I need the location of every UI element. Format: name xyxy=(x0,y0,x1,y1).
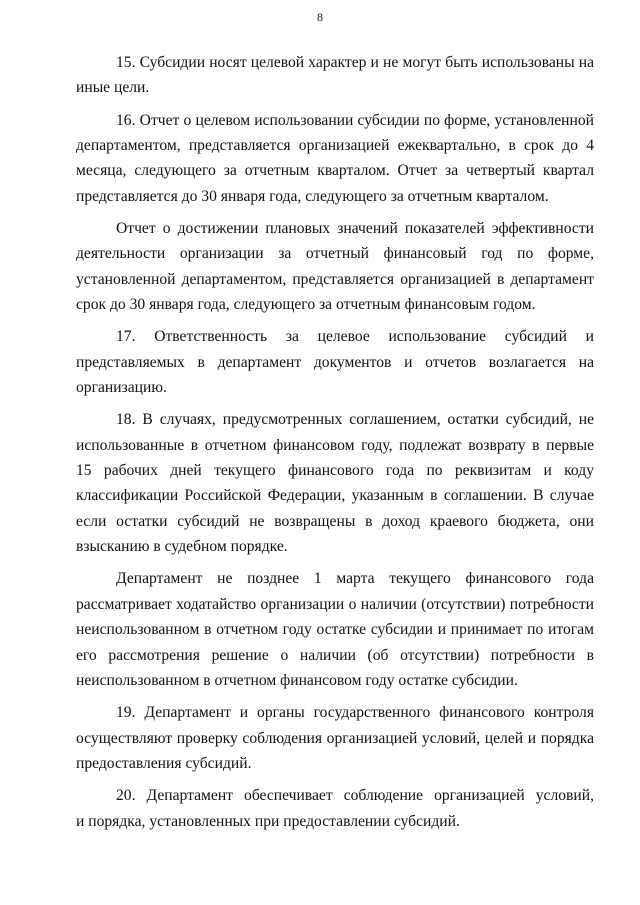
paragraph-18 xyxy=(76,407,594,559)
text-line: представляется до 30 января года, следующего за отчетным кварталом. xyxy=(76,187,549,205)
text-line: его рассмотрения решение о наличии (об отсутствии) потребности в xyxy=(76,646,594,664)
paragraph-16-report xyxy=(76,216,594,318)
text-line: 18. В случаях, предусмотренных соглашением, остатки субсидий, не xyxy=(116,411,594,429)
text-line: использованные в отчетном финансовом году, подлежат возврату в первые xyxy=(76,436,594,454)
text-line: иные цели. xyxy=(76,79,150,97)
text-line: предоставления субсидий. xyxy=(76,754,252,772)
text-line: и порядка, установленных при предоставлении субсидий. xyxy=(76,812,460,830)
text-line: 15 рабочих дней текущего финансового года по реквизитам и коду xyxy=(76,462,594,480)
text-line: рассматривает ходатайство организации о наличии (отсутствии) потребности xyxy=(76,595,594,613)
text-line: срок до 30 января года, следующего за отчетным финансовым годом. xyxy=(76,296,536,314)
page-number: 8 xyxy=(317,10,323,24)
text-line: неиспользованном в отчетном году остатке субсидии и принимает по итогам xyxy=(76,621,594,639)
text-line: осуществляют проверку соблюдения организацией условий, целей и порядка xyxy=(76,729,594,747)
text-line: месяца, следующего за отчетным кварталом. Отчет за четвертый квартал xyxy=(76,162,594,180)
text-line: Департамент не позднее 1 марта текущего финансового года xyxy=(116,570,594,588)
text-line: организацию. xyxy=(76,379,167,397)
paragraph-16 xyxy=(76,108,594,210)
text-line: деятельности организации за отчетный финансовый год по форме, xyxy=(76,245,594,263)
text-line: Отчет о достижении плановых значений показателей эффективности xyxy=(116,219,594,237)
text-line: 15. Субсидии носят целевой характер и не могут быть использованы на xyxy=(116,54,594,71)
text-line: 19. Департамент и органы государственного финансового контроля xyxy=(116,704,594,722)
paragraph-18-department xyxy=(76,566,594,693)
text-line: если остатки субсидий не возвращены в доход краевого бюджета, они xyxy=(76,512,594,530)
text-line: представляемых в департамент документов и отчетов возлагается на xyxy=(76,353,594,371)
text-line: 16. Отчет о целевом использовании субсидии по форме, установленной xyxy=(116,111,594,129)
text-line: неиспользованном в отчетном финансовом году остатке субсидии. xyxy=(76,671,518,689)
text-line: взысканию в судебном порядке. xyxy=(76,538,288,556)
paragraph-20 xyxy=(76,783,594,834)
paragraph-19 xyxy=(76,700,594,776)
paragraph-15 xyxy=(76,50,594,101)
text-line: установленной департаментом, представляется организацией в департамент xyxy=(76,270,594,288)
text-line: департаментом, представляется организацией ежеквартально, в срок до 4 xyxy=(76,136,594,154)
text-line: 17. Ответственность за целевое использование субсидий и xyxy=(116,328,594,346)
document-body xyxy=(76,50,594,841)
paragraph-17 xyxy=(76,324,594,400)
text-line: классификации Российской Федерации, указанным в соглашении. В случае xyxy=(76,487,594,505)
text-line: 20. Департамент обеспечивает соблюдение организацией условий, xyxy=(116,787,594,805)
